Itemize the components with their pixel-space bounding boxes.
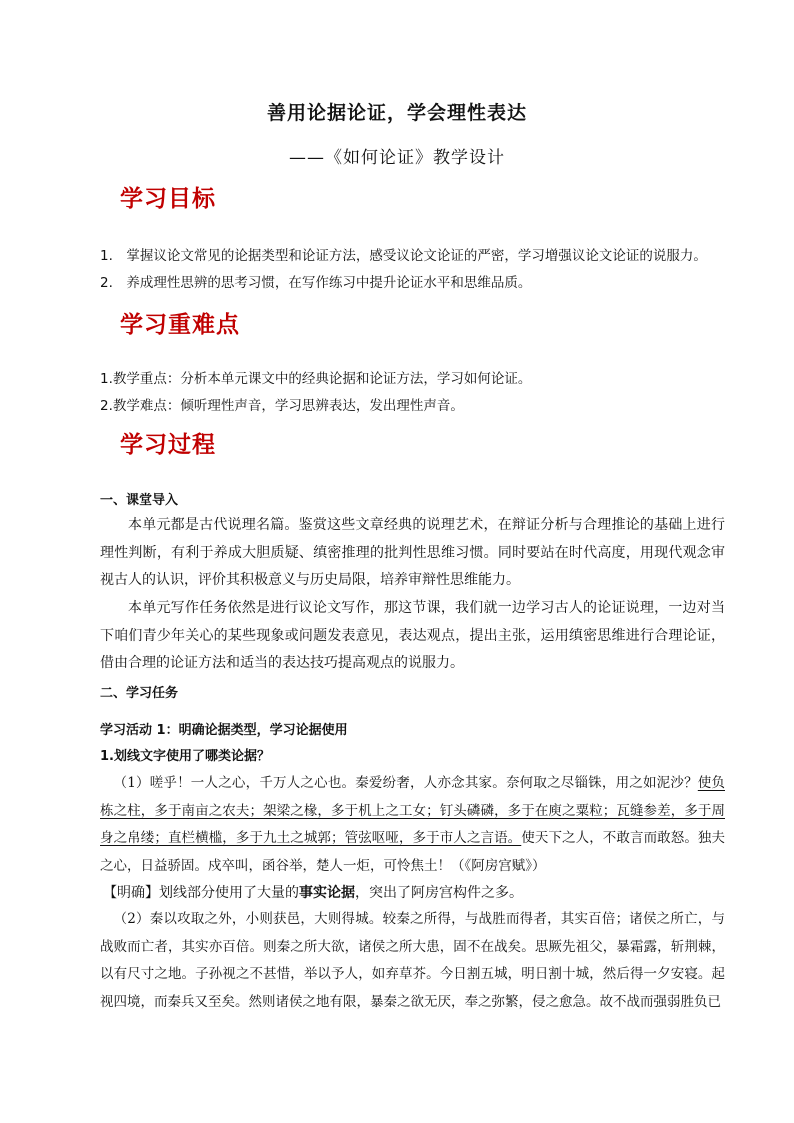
goal-item-1: 1. 掌握议论文常见的论据类型和论证方法，感受议论文论证的严密，学习增强议论文论证的说服力。 — [100, 248, 707, 264]
document-title: 善用论据论证，学会理性表达 — [266, 102, 527, 124]
activity-1-title: 学习活动 1：明确论据类型，学习论据使用 — [100, 723, 348, 738]
section-title-intro: 一、课堂导入 — [100, 493, 179, 508]
quote-1-text: （1）嗟乎！一人之心，千万人之心也。秦爱纷奢，人亦念其家。奈何取之尽锱铢，用之如泥沙？ — [113, 775, 698, 791]
answer-1 — [103, 882, 523, 902]
quote-1 — [100, 770, 725, 880]
key-points-heading: 学习重难点 — [120, 311, 240, 338]
process-heading: 学习过程 — [120, 431, 216, 458]
document-subtitle: ——《如何论证》教学设计 — [289, 148, 505, 168]
section-title-tasks: 二、学习任务 — [100, 686, 179, 701]
answer-1-keyword: 事实论据 — [299, 885, 355, 901]
answer-1-text: 划线部分使用了大量的 — [159, 885, 299, 901]
quote-1-text-end: 使天下之人，不敢言而敢怒。独夫之心，日益骄固。戍卒叫，函谷举，楚人一炬，可怜焦土！（《阿房宫赋》） — [100, 830, 726, 874]
question-1: 1.划线文字使用了哪类论据？ — [100, 749, 270, 764]
goal-item-2: 2. 养成理性思辨的思考习惯，在写作练习中提升论证水平和思维品质。 — [100, 275, 532, 291]
intro-paragraph-1: 本单元都是古代说理名篇。鉴赏这些文章经典的说理艺术，在辩证分析与合理推论的基础上进行理性判断，有利于养成大胆质疑、缜密推理的批判性思维习惯。同时要站在时代高度，用现代观念审视古人的认识，评价其积极意义与历史局限，培养审辩性思维能力。 — [100, 517, 725, 588]
answer-tag: 【明确】 — [103, 885, 159, 901]
key-point-item-2: 2.教学难点：倾听理性声音，学习思辨表达，发出理性声音。 — [100, 398, 464, 414]
answer-1-text-end: ，突出了阿房宫构件之多。 — [355, 885, 523, 901]
quote-2: （2）秦以攻取之外，小则获邑，大则得城。较秦之所得，与战胜而得者，其实百倍；诸侯之所亡，与战败而亡者，其实亦百倍。则秦之所大欲，诸侯之所大患，固不在战矣。思厥先祖父，暴霜露，斩荆棘，以有尺寸之地。子孙视之不甚惜，举以予人，如弃草芥。今日割五城，明日割十城，然后得一夕安寝。起视四境，而秦兵又至矣。然则诸侯之地有限，暴秦之欲无厌，奉之弥繁，侵之愈急。故不战而强弱胜负已 — [100, 911, 725, 1010]
key-point-item-1: 1.教学重点：分析本单元课文中的经典论据和论证方法，学习如何论证。 — [100, 371, 532, 387]
goals-heading: 学习目标 — [120, 185, 216, 212]
intro-paragraph-2: 本单元写作任务依然是进行议论文写作，那这节课，我们就一边学习古人的论证说理，一边对当下咱们青少年关心的某些现象或问题发表意见，表达观点，提出主张，运用缜密思维进行合理论证，借由合理的论证方法和适当的表达技巧提高观点的说服力。 — [100, 600, 725, 671]
quote-1-underlined: 使负栋之柱，多于南亩之农夫；架梁之椽，多于机上之工女；钉头磷磷，多于在庾之粟粒；瓦缝参差，多于周身之帛缕；直栏横槛，多于九土之城郭；管弦呕哑，多于市人之言语。 — [100, 775, 725, 846]
